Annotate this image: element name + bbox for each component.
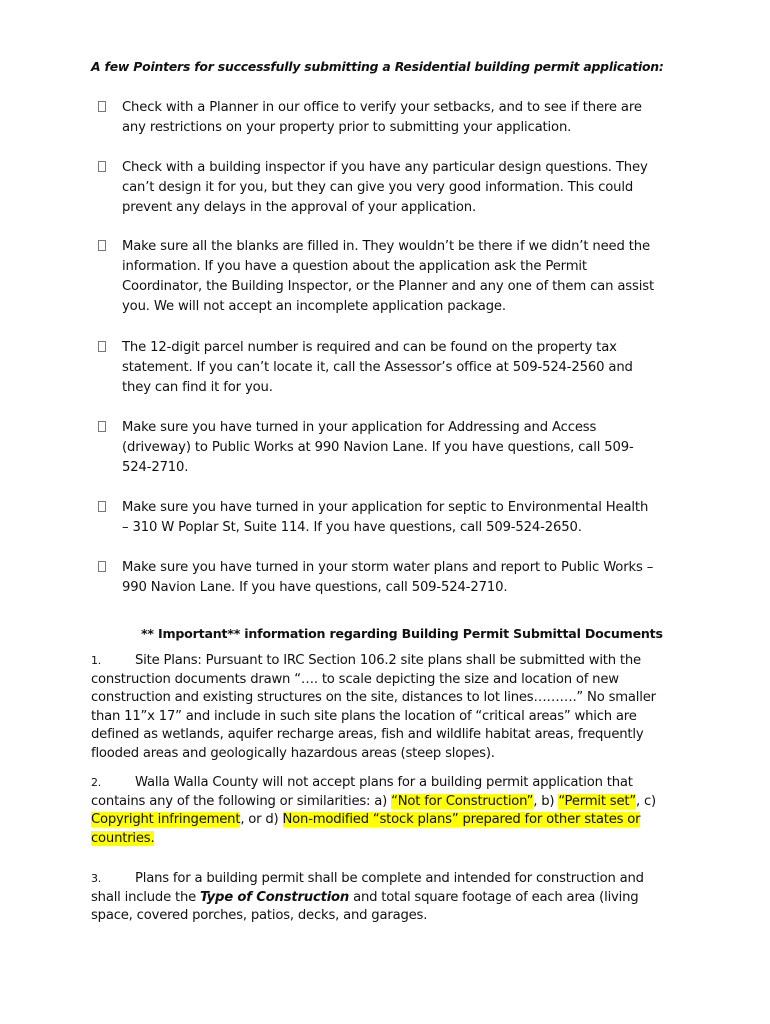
checkbox-glyph-icon bbox=[98, 161, 106, 172]
item-text: and total square footage of each area (living space, covered porches, patios, decks, and garages. bbox=[91, 889, 639, 923]
page-heading: A few Pointers for successfully submitting a Residential building permit application: bbox=[91, 59, 664, 74]
item-text: , or d) bbox=[240, 812, 283, 827]
bullet-text: Make sure all the blanks are filled in. They wouldn’t be there if we didn’t need the information. If you have a question about the application ask the Permit Coordinator, the Building Inspector, or the Planner and any one of them can assist you. We will not accept an incomplete application package. bbox=[122, 239, 654, 314]
item-text: Walla Walla County will not accept plans for a building permit application that contains any of the following or similarities: a) bbox=[91, 775, 633, 809]
item-number: 3. bbox=[91, 872, 102, 885]
bullet-item bbox=[98, 338, 658, 398]
item-text: , c) bbox=[636, 793, 656, 809]
highlight-permit-set: “Permit set” bbox=[558, 793, 636, 809]
bullet-text: Make sure you have turned in your storm water plans and report to Public Works – 990 Navion Lane. If you have questions, call 509-524-2710. bbox=[122, 560, 654, 595]
checkbox-glyph-icon bbox=[98, 341, 106, 352]
highlight-not-for-construction: “Not for Construction” bbox=[391, 793, 534, 809]
checkbox-glyph-icon bbox=[98, 501, 106, 512]
item-text: Site Plans: Pursuant to IRC Section 106.2 site plans shall be submitted with the construction documents drawn “…. to scale depicting the size and location of new construction and existing structures on the site, distances to lot lines……….” No smaller than 11”x 17” and include in such site plans the location of “critical areas” which are defined as wetlands, aquifer recharge areas, fish and wildlife habitat areas, frequently flooded areas and geologically hazardous areas (steep slopes). bbox=[91, 653, 656, 761]
bullet-text: Check with a building inspector if you have any particular design questions. They can’t design it for you, but they can give you very good information. This could prevent any delays in the approval of your application. bbox=[122, 160, 648, 215]
item-text: , b) bbox=[533, 793, 559, 809]
checkbox-glyph-icon bbox=[98, 240, 106, 251]
item-text: Plans for a building permit shall be complete and intended for construction and shall include the bbox=[91, 871, 644, 905]
numbered-item-2 bbox=[91, 774, 675, 848]
bullet-item bbox=[98, 558, 658, 598]
bullet-text: Make sure you have turned in your application for septic to Environmental Health – 310 W Poplar St, Suite 114. If you have questions, call 509-524-2650. bbox=[122, 500, 649, 535]
bullet-item bbox=[98, 418, 658, 478]
bullet-text: Check with a Planner in our office to verify your setbacks, and to see if there are any restrictions on your property prior to submitting your application. bbox=[122, 100, 642, 135]
highlight-copyright: Copyright infringement bbox=[91, 812, 241, 827]
bullet-item bbox=[98, 237, 658, 317]
item-number: 1. bbox=[91, 654, 102, 667]
bullet-item bbox=[98, 498, 658, 538]
type-of-construction: Type of Construction bbox=[200, 889, 350, 905]
numbered-item-3 bbox=[91, 870, 675, 926]
bullet-text: The 12-digit parcel number is required and can be found on the property tax statement. If you can’t locate it, call the Assessor’s office at 509-524-2560 and they can find it for you. bbox=[122, 340, 633, 395]
checkbox-glyph-icon bbox=[98, 421, 106, 432]
item-number: 2. bbox=[91, 776, 102, 789]
bullet-item bbox=[98, 98, 658, 138]
bullet-item bbox=[98, 158, 658, 218]
bullet-text: Make sure you have turned in your application for Addressing and Access (driveway) to Public Works at 990 Navion Lane. If you have questions, call 509-524-2710. bbox=[122, 420, 634, 475]
numbered-item-1 bbox=[91, 652, 675, 763]
important-heading: ** Important** information regarding Building Permit Submittal Documents bbox=[141, 626, 663, 641]
checkbox-glyph-icon bbox=[98, 101, 106, 112]
checkbox-glyph-icon bbox=[98, 561, 106, 572]
highlight-stock-plans: Non-modified “stock plans” prepared for other states or countries. bbox=[91, 812, 641, 846]
